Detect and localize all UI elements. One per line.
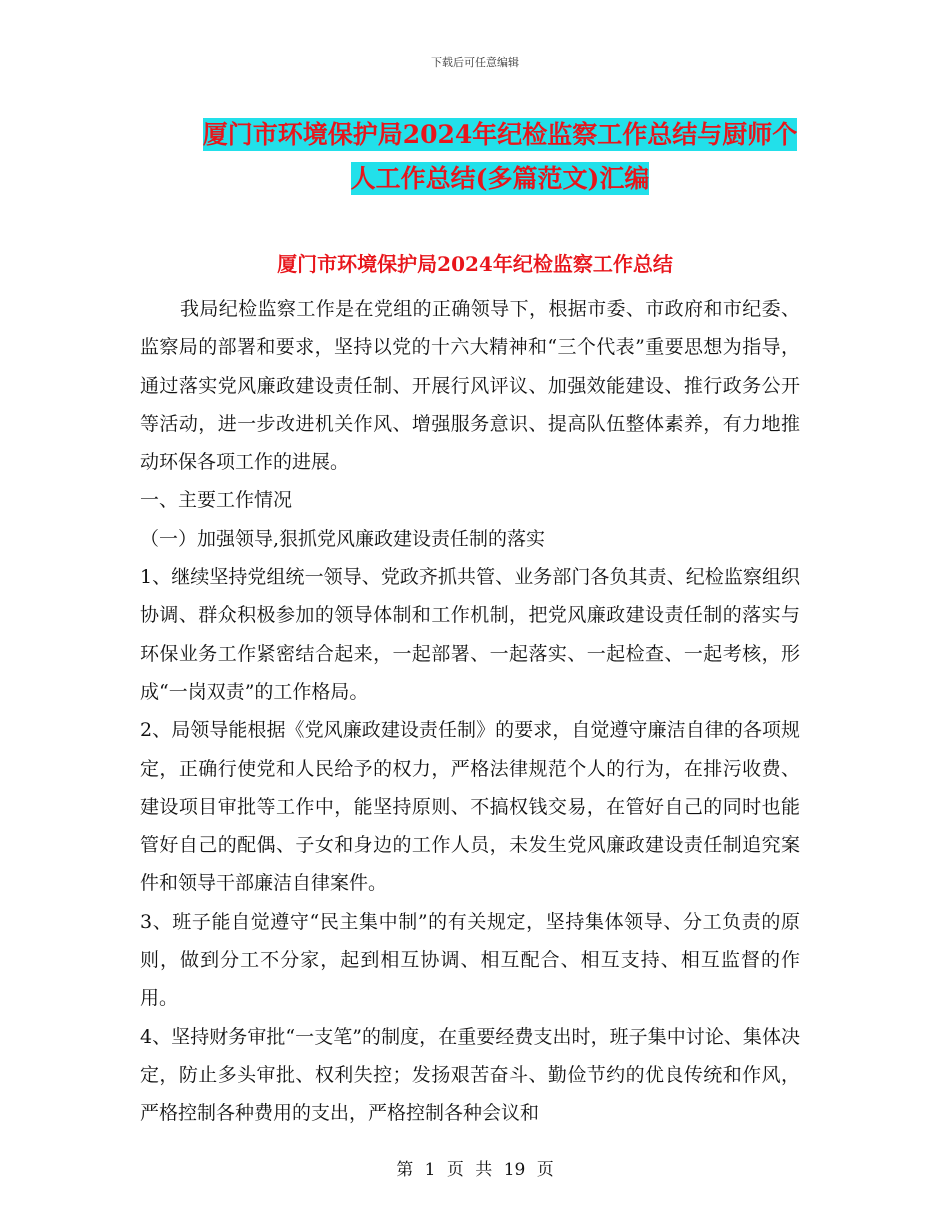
body-subheading-leadership: （一）加强领导,狠抓党风廉政建设责任制的落实 (140, 527, 546, 550)
document-body (140, 290, 800, 1133)
page-number-footer: 第 1 页 共 19 页 (396, 1160, 554, 1180)
body-paragraph-item-3: 3、班子能自觉遵守“民主集中制”的有关规定，坚持集体领导、分工负责的原则，做到分工不分家，起到相互协调、相互配合、相互支持、相互监督的作用。 (140, 910, 800, 1010)
title-line-2: 人工作总结(多篇范文)汇编 (350, 164, 650, 193)
body-heading-main-work: 一、主要工作情况 (140, 489, 293, 512)
body-paragraph-item-1: 1、继续坚持党组统一领导、党政齐抓共管、业务部门各负其责、纪检监察组织协调、群众积极参加的领导体制和工作机制，把党风廉政建设责任制的落实与环保业务工作紧密结合起来，一起部署、一起落实、一起检查、一起考核，形成“一岗双责”的工作格局。 (140, 566, 800, 703)
body-paragraph-item-2: 2、局领导能根据《党风廉政建设责任制》的要求，自觉遵守廉洁自律的各项规定，正确行使党和人民给予的权力，严格法律规范个人的行为，在排污收费、建设项目审批等工作中，能坚持原则、不搞权钱交易，在管好自己的同时也能管好自己的配偶、子女和身边的工作人员，未发生党风廉政建设责任制追究案件和领导干部廉洁自律案件。 (140, 719, 800, 895)
section-title: 厦门市环境保护局2024年纪检监察工作总结 (277, 252, 673, 276)
document-title (150, 113, 850, 201)
body-paragraph-item-4: 4、坚持财务审批“一支笔”的制度，在重要经费支出时，班子集中讨论、集体决定，防止多头审批、权利失控；发扬艰苦奋斗、勤俭节约的优良传统和作风，严格控制各种费用的支出，严格控制各种会议和 (140, 1025, 800, 1125)
page-header-note: 下载后可任意编辑 (431, 56, 519, 69)
body-paragraph-intro: 我局纪检监察工作是在党组的正确领导下，根据市委、市政府和市纪委、监察局的部署和要求，坚持以党的十六大精神和“三个代表”重要思想为指导，通过落实党风廉政建设责任制、开展行风评议、加强效能建设、推行政务公开等活动，进一步改进机关作风、增强服务意识、提高队伍整体素养，有力地推动环保各项工作的进展。 (140, 298, 800, 474)
title-line-1: 厦门市环境保护局2024年纪检监察工作总结与厨师个 (202, 120, 798, 149)
